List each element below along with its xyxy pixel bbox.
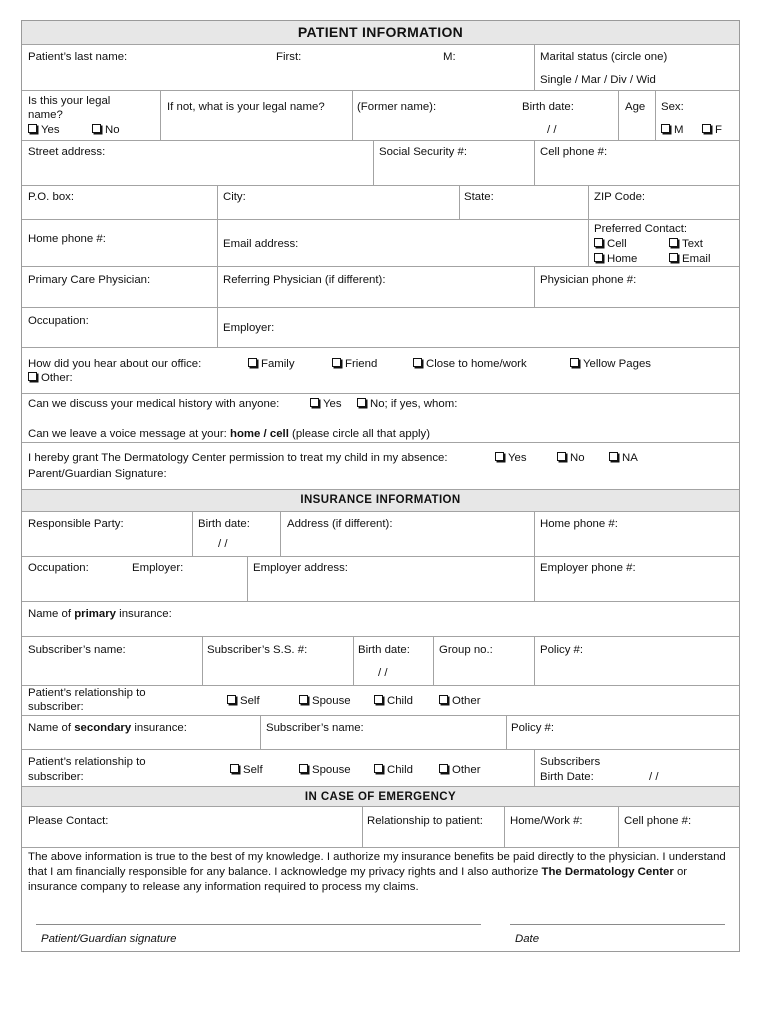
emergency-section-title: IN CASE OF EMERGENCY: [304, 791, 457, 803]
secondary-prefix: Name of: [28, 722, 75, 734]
cell-divider: [588, 185, 589, 219]
voice-message-note: (please circle all that apply): [292, 428, 431, 440]
primary-emphasis: primary: [74, 608, 117, 620]
cell-divider: [160, 90, 161, 140]
referral-yellow-pages-checkbox[interactable]: [570, 357, 651, 371]
cell-divider: [534, 749, 535, 786]
permission-yes-checkbox[interactable]: [495, 451, 527, 465]
discuss-history-label: Can we discuss your medical history with anyone:: [28, 398, 280, 410]
checkbox-icon: [332, 358, 341, 367]
cell-divider: [353, 636, 354, 685]
self-label: Self: [240, 695, 260, 707]
pref-text-label: Text: [682, 238, 703, 250]
email-address-label: Email address:: [223, 238, 299, 250]
other-label: Other: [452, 764, 481, 776]
row-divider: [22, 393, 739, 394]
group-number-label: Group no.:: [439, 644, 493, 656]
address-if-different-label: Address (if different):: [287, 518, 393, 530]
row-divider: [22, 749, 739, 750]
subscriber-birth-date-slashes: / /: [378, 667, 388, 679]
employer-address-label: Employer address:: [253, 562, 348, 574]
cell-divider: [534, 266, 535, 307]
statement-part-2: or insurance company to release any information required to process my claims.: [28, 866, 688, 893]
employer-label: Employer:: [223, 322, 275, 334]
cell-divider: [534, 511, 535, 556]
insurance-occupation-label: Occupation:: [28, 562, 89, 574]
sex-female-checkbox[interactable]: [702, 123, 722, 137]
primary-prefix: Name of: [28, 608, 75, 620]
close-label: Close to home/work: [426, 358, 527, 370]
checkbox-icon: [702, 124, 711, 133]
checkbox-icon: [413, 358, 422, 367]
date-signature-line[interactable]: [510, 924, 725, 925]
secondary-emphasis: secondary: [74, 722, 132, 734]
sex-male-checkbox[interactable]: [661, 123, 684, 137]
checkbox-icon: [661, 124, 670, 133]
primary-other-checkbox[interactable]: [439, 694, 481, 708]
male-label: M: [674, 124, 684, 136]
cell-divider: [352, 90, 353, 140]
cell-divider: [588, 219, 589, 266]
checkbox-icon: [299, 695, 308, 704]
permission-no-checkbox[interactable]: [557, 451, 585, 465]
checkbox-icon: [570, 358, 579, 367]
responsible-birth-date-slashes: / /: [218, 538, 228, 550]
row-divider: [22, 511, 739, 512]
physician-phone-label: Physician phone #:: [540, 274, 637, 286]
other-label: Other:: [41, 372, 73, 384]
secondary-policy-label: Policy #:: [511, 722, 555, 734]
checkbox-icon: [669, 238, 678, 247]
discuss-yes-checkbox[interactable]: [310, 397, 342, 411]
row-divider: [22, 489, 739, 490]
row-divider: [22, 806, 739, 807]
cell-divider: [655, 90, 656, 140]
child-label: Child: [387, 764, 413, 776]
subscriber-ssn-label: Subscriber’s S.S. #:: [207, 644, 308, 656]
subscriber-birth-date-label: Birth date:: [358, 644, 410, 656]
zip-code-label: ZIP Code:: [594, 191, 646, 203]
checkbox-icon: [227, 695, 236, 704]
checkbox-icon: [669, 253, 678, 262]
secondary-self-checkbox[interactable]: [230, 763, 263, 777]
home-phone-label: Home phone #:: [28, 233, 106, 245]
cell-divider: [459, 185, 460, 219]
row-divider: [22, 140, 739, 141]
checkbox-icon: [495, 452, 504, 461]
secondary-spouse-checkbox[interactable]: [299, 763, 351, 777]
cell-divider: [618, 90, 619, 140]
checkbox-icon: [594, 253, 603, 262]
insurance-home-phone-label: Home phone #:: [540, 518, 618, 530]
primary-self-checkbox[interactable]: [227, 694, 260, 708]
permission-no-label: No: [570, 452, 585, 464]
other-label: Other: [452, 695, 481, 707]
legal-name-yes-checkbox[interactable]: [28, 123, 60, 137]
cell-divider: [433, 636, 434, 685]
primary-care-physician-label: Primary Care Physician:: [28, 274, 151, 286]
checkbox-icon: [374, 764, 383, 773]
checkbox-icon: [439, 764, 448, 773]
self-label: Self: [243, 764, 263, 776]
row-divider: [22, 90, 739, 91]
primary-relationship-label-line2: subscriber:: [28, 701, 84, 713]
subscribers-birth-slashes: / /: [649, 771, 659, 783]
age-label: Age: [625, 101, 646, 113]
referral-close-checkbox[interactable]: [413, 357, 527, 371]
row-divider: [22, 601, 739, 602]
cell-divider: [373, 140, 374, 185]
cell-divider: [202, 636, 203, 685]
emergency-home-work-label: Home/Work #:: [510, 815, 583, 827]
referral-source-label: How did you hear about our office:: [28, 358, 202, 370]
checkbox-icon: [230, 764, 239, 773]
friend-label: Friend: [345, 358, 378, 370]
checkbox-icon: [92, 124, 101, 133]
legal-name-label: If not, what is your legal name?: [167, 101, 325, 113]
row-divider: [22, 347, 739, 348]
legal-name-question-line2: name?: [28, 109, 63, 121]
patient-signature-label: Patient/Guardian signature: [41, 933, 177, 945]
last-name-label: Patient’s last name:: [28, 51, 128, 63]
voice-message-options[interactable]: home / cell: [229, 428, 289, 440]
secondary-child-checkbox[interactable]: [374, 763, 413, 777]
cell-divider: [280, 511, 281, 556]
cell-divider: [534, 636, 535, 685]
voice-message-label: Can we leave a voice message at your:: [28, 428, 227, 440]
preferred-cell-checkbox[interactable]: [594, 237, 627, 251]
female-label: F: [715, 124, 722, 136]
secondary-subscriber-name-label: Subscriber’s name:: [266, 722, 364, 734]
marital-status-label: Marital status (circle one): [540, 51, 668, 63]
emergency-relationship-label: Relationship to patient:: [367, 815, 483, 827]
treatment-permission-label: I hereby grant The Dermatology Center permission to treat my child in my absence:: [28, 452, 448, 464]
cell-divider: [506, 715, 507, 749]
checkbox-icon: [374, 695, 383, 704]
patient-section-title: PATIENT INFORMATION: [297, 24, 464, 40]
marital-status-options[interactable]: Single / Mar / Div / Wid: [540, 74, 656, 86]
guardian-signature-label: Parent/Guardian Signature:: [28, 468, 167, 480]
checkbox-icon: [248, 358, 257, 367]
responsible-party-label: Responsible Party:: [28, 518, 124, 530]
row-divider: [22, 307, 739, 308]
yes-label: Yes: [41, 124, 60, 136]
primary-spouse-checkbox[interactable]: [299, 694, 351, 708]
pref-cell-label: Cell: [607, 238, 627, 250]
row-divider: [22, 556, 739, 557]
cell-divider: [247, 556, 248, 601]
insurance-employer-label: Employer:: [132, 562, 184, 574]
spouse-label: Spouse: [312, 764, 351, 776]
policy-number-label: Policy #:: [540, 644, 584, 656]
checkbox-icon: [557, 452, 566, 461]
cell-divider: [534, 44, 535, 90]
state-label: State:: [464, 191, 494, 203]
discuss-yes-label: Yes: [323, 398, 342, 410]
employer-phone-label: Employer phone #:: [540, 562, 636, 574]
statement-center-name: The Dermatology Center: [541, 866, 674, 878]
date-label: Date: [515, 933, 540, 945]
cell-divider: [192, 511, 193, 556]
secondary-other-checkbox[interactable]: [439, 763, 481, 777]
primary-suffix: insurance:: [116, 608, 172, 620]
pref-email-label: Email: [682, 253, 711, 265]
no-label: No: [105, 124, 120, 136]
birth-date-label: Birth date:: [522, 101, 574, 113]
primary-child-checkbox[interactable]: [374, 694, 413, 708]
middle-initial-label: M:: [443, 51, 456, 63]
referral-family-checkbox[interactable]: [248, 357, 295, 371]
emergency-cell-label: Cell phone #:: [624, 815, 692, 827]
occupation-label: Occupation:: [28, 315, 89, 327]
secondary-suffix: insurance:: [131, 722, 187, 734]
pref-home-label: Home: [607, 253, 638, 265]
permission-na-label: NA: [622, 452, 638, 464]
family-label: Family: [261, 358, 295, 370]
subscribers-birth-label-line2: Birth Date:: [540, 771, 594, 783]
secondary-relationship-label-line2: subscriber:: [28, 771, 84, 783]
cell-divider: [217, 185, 218, 219]
ssn-label: Social Security #:: [379, 146, 467, 158]
city-label: City:: [223, 191, 246, 203]
legal-name-question-line1: Is this your legal: [28, 95, 111, 107]
row-divider: [22, 847, 739, 848]
cell-divider: [217, 219, 218, 347]
primary-relationship-label-line1: Patient’s relationship to: [28, 687, 146, 699]
row-divider: [22, 786, 739, 787]
statement-part-1: The above information is true to the best of my knowledge. I authorize my insurance benefits be paid directly to the physician. I understand that I am financially responsible for any balance. I acknowledge my privacy rights and I also authorize: [28, 851, 726, 878]
permission-na-checkbox[interactable]: [609, 451, 638, 465]
po-box-label: P.O. box:: [28, 191, 75, 203]
patient-registration-form: [21, 20, 740, 952]
subscribers-birth-label-line1: Subscribers: [540, 756, 601, 768]
row-divider: [22, 266, 739, 267]
preferred-contact-label: Preferred Contact:: [594, 223, 688, 235]
discuss-no-label: No; if yes, whom:: [370, 398, 458, 410]
street-address-label: Street address:: [28, 146, 106, 158]
row-divider: [22, 185, 739, 186]
spouse-label: Spouse: [312, 695, 351, 707]
voice-message-question: [28, 427, 430, 441]
cell-phone-label: Cell phone #:: [540, 146, 608, 158]
preferred-text-checkbox[interactable]: [669, 237, 703, 251]
permission-yes-label: Yes: [508, 452, 527, 464]
yellow-pages-label: Yellow Pages: [583, 358, 651, 370]
responsible-birth-date-label: Birth date:: [198, 518, 250, 530]
subscriber-name-label: Subscriber’s name:: [28, 644, 126, 656]
cell-divider: [534, 556, 535, 601]
checkbox-icon: [28, 372, 37, 381]
secondary-insurance-label: [28, 721, 187, 735]
insurance-section-title: INSURANCE INFORMATION: [300, 494, 461, 506]
primary-insurance-label: [28, 607, 172, 621]
legal-name-no-checkbox[interactable]: [92, 123, 120, 137]
cell-divider: [362, 806, 363, 847]
row-divider: [22, 715, 739, 716]
cell-divider: [260, 715, 261, 749]
checkbox-icon: [299, 764, 308, 773]
preferred-home-checkbox[interactable]: [594, 252, 637, 266]
row-divider: [22, 219, 739, 220]
checkbox-icon: [594, 238, 603, 247]
referring-physician-label: Referring Physician (if different):: [223, 274, 386, 286]
row-divider: [22, 44, 739, 45]
referral-other-checkbox[interactable]: [28, 371, 73, 385]
checkbox-icon: [28, 124, 37, 133]
referral-friend-checkbox[interactable]: [332, 357, 377, 371]
patient-signature-line[interactable]: [36, 924, 481, 925]
secondary-relationship-label-line1: Patient’s relationship to: [28, 756, 146, 768]
authorization-statement: [28, 850, 736, 895]
sex-label: Sex:: [661, 101, 684, 113]
checkbox-icon: [609, 452, 618, 461]
row-divider: [22, 636, 739, 637]
preferred-email-checkbox[interactable]: [669, 252, 710, 266]
birth-date-slashes: / /: [547, 124, 557, 136]
cell-divider: [618, 806, 619, 847]
child-label: Child: [387, 695, 413, 707]
checkbox-icon: [357, 398, 366, 407]
cell-divider: [534, 140, 535, 185]
checkbox-icon: [310, 398, 319, 407]
former-name-label: (Former name):: [357, 101, 437, 113]
first-name-label: First:: [276, 51, 302, 63]
discuss-no-checkbox[interactable]: [357, 397, 457, 411]
checkbox-icon: [439, 695, 448, 704]
emergency-contact-label: Please Contact:: [28, 815, 109, 827]
cell-divider: [504, 806, 505, 847]
row-divider: [22, 442, 739, 443]
